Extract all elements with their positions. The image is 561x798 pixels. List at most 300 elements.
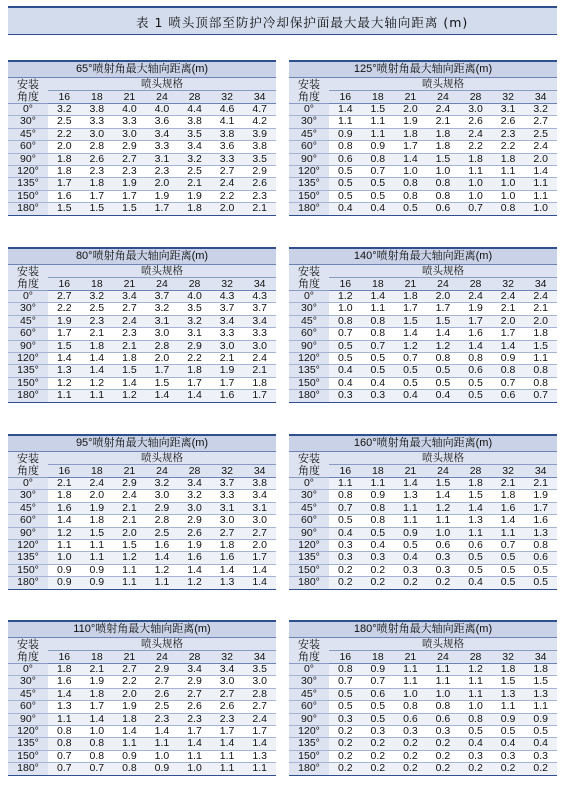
table-row bbox=[289, 502, 557, 514]
value-cell: 1.8 bbox=[48, 153, 81, 165]
size-header: 18 bbox=[362, 91, 395, 104]
value-cell: 0.2 bbox=[427, 763, 460, 775]
angle-cell: 60° bbox=[289, 515, 329, 527]
angle-cell: 150° bbox=[289, 750, 329, 762]
value-cell: 1.7 bbox=[178, 726, 211, 738]
table-row bbox=[8, 104, 276, 116]
value-cell: 1.3 bbox=[459, 515, 492, 527]
value-cell: 1.1 bbox=[459, 527, 492, 539]
value-cell: 2.3 bbox=[146, 713, 179, 725]
value-cell: 2.8 bbox=[243, 688, 276, 700]
table-row bbox=[8, 203, 276, 215]
value-cell: 0.5 bbox=[329, 190, 362, 202]
value-cell: 2.1 bbox=[113, 340, 146, 352]
value-cell: 0.2 bbox=[329, 738, 362, 750]
table-row bbox=[8, 377, 276, 389]
value-cell: 1.4 bbox=[394, 328, 427, 340]
size-header: 24 bbox=[427, 651, 460, 664]
value-cell: 0.3 bbox=[394, 726, 427, 738]
value-cell: 0.9 bbox=[524, 713, 557, 725]
value-cell: 0.8 bbox=[427, 190, 460, 202]
table-row bbox=[8, 750, 276, 762]
angle-cell: 135° bbox=[8, 552, 48, 564]
value-cell: 0.5 bbox=[394, 203, 427, 215]
value-cell: 3.2 bbox=[146, 478, 179, 490]
value-cell: 0.5 bbox=[427, 365, 460, 377]
size-header: 18 bbox=[81, 651, 114, 664]
table-row bbox=[8, 564, 276, 576]
value-cell: 1.0 bbox=[48, 552, 81, 564]
value-cell: 1.7 bbox=[146, 203, 179, 215]
value-cell: 0.5 bbox=[524, 726, 557, 738]
value-cell: 0.5 bbox=[362, 190, 395, 202]
value-cell: 0.8 bbox=[329, 315, 362, 327]
value-cell: 0.8 bbox=[362, 315, 395, 327]
value-cell: 0.9 bbox=[329, 128, 362, 140]
value-cell: 2.1 bbox=[524, 303, 557, 315]
value-cell: 0.4 bbox=[329, 527, 362, 539]
value-cell: 1.5 bbox=[427, 153, 460, 165]
value-cell: 1.6 bbox=[178, 552, 211, 564]
value-cell: 1.5 bbox=[48, 340, 81, 352]
distance-table bbox=[289, 247, 557, 403]
value-cell: 2.6 bbox=[243, 178, 276, 190]
value-cell: 0.6 bbox=[524, 552, 557, 564]
angle-cell: 135° bbox=[289, 738, 329, 750]
value-cell: 0.5 bbox=[329, 166, 362, 178]
value-cell: 1.7 bbox=[146, 365, 179, 377]
table-row bbox=[8, 664, 276, 676]
value-cell: 1.2 bbox=[459, 664, 492, 676]
value-cell: 3.1 bbox=[146, 315, 179, 327]
value-cell: 1.3 bbox=[211, 577, 244, 589]
table-caption: 160°喷射角最大轴向距离(m) bbox=[289, 435, 557, 452]
table-row bbox=[8, 190, 276, 202]
value-cell: 2.0 bbox=[524, 315, 557, 327]
size-header: 28 bbox=[459, 465, 492, 478]
table-row bbox=[8, 577, 276, 589]
value-cell: 3.3 bbox=[81, 116, 114, 128]
value-cell: 1.6 bbox=[459, 328, 492, 340]
size-header: 34 bbox=[243, 651, 276, 664]
value-cell: 1.4 bbox=[243, 577, 276, 589]
spec-header: 喷头规格 bbox=[48, 638, 276, 651]
value-cell: 0.4 bbox=[362, 377, 395, 389]
angle-cell: 90° bbox=[289, 340, 329, 352]
value-cell: 1.2 bbox=[48, 377, 81, 389]
value-cell: 2.6 bbox=[178, 701, 211, 713]
spec-header: 喷头规格 bbox=[48, 265, 276, 278]
value-cell: 3.4 bbox=[146, 128, 179, 140]
value-cell: 1.9 bbox=[459, 303, 492, 315]
angle-cell: 0° bbox=[289, 291, 329, 303]
spec-header: 喷头规格 bbox=[329, 638, 557, 651]
value-cell: 3.2 bbox=[178, 490, 211, 502]
value-cell: 0.7 bbox=[48, 763, 81, 775]
table-row bbox=[8, 365, 276, 377]
angle-cell: 180° bbox=[289, 390, 329, 402]
value-cell: 2.6 bbox=[211, 701, 244, 713]
size-header: 18 bbox=[362, 465, 395, 478]
value-cell: 1.8 bbox=[427, 128, 460, 140]
value-cell: 3.3 bbox=[211, 490, 244, 502]
table-row bbox=[289, 713, 557, 725]
table-row bbox=[8, 291, 276, 303]
table-row bbox=[289, 104, 557, 116]
value-cell: 3.1 bbox=[492, 104, 525, 116]
value-cell: 0.5 bbox=[329, 340, 362, 352]
value-cell: 1.4 bbox=[48, 353, 81, 365]
value-cell: 1.7 bbox=[211, 377, 244, 389]
value-cell: 1.7 bbox=[113, 190, 146, 202]
value-cell: 3.1 bbox=[146, 153, 179, 165]
value-cell: 3.7 bbox=[211, 303, 244, 315]
table-row bbox=[289, 353, 557, 365]
size-header: 24 bbox=[146, 278, 179, 291]
value-cell: 1.4 bbox=[243, 564, 276, 576]
angle-cell: 30° bbox=[8, 676, 48, 688]
value-cell: 2.7 bbox=[113, 664, 146, 676]
value-cell: 1.3 bbox=[243, 750, 276, 762]
value-cell: 1.1 bbox=[362, 303, 395, 315]
size-header: 28 bbox=[178, 278, 211, 291]
value-cell: 2.7 bbox=[211, 166, 244, 178]
value-cell: 2.1 bbox=[178, 178, 211, 190]
table-caption: 65°喷射角最大轴向距离(m) bbox=[8, 61, 276, 78]
value-cell: 1.5 bbox=[146, 377, 179, 389]
value-cell: 2.3 bbox=[243, 190, 276, 202]
table-row bbox=[8, 141, 276, 153]
value-cell: 0.5 bbox=[524, 577, 557, 589]
angle-cell: 30° bbox=[289, 303, 329, 315]
table-row bbox=[8, 390, 276, 402]
value-cell: 0.2 bbox=[362, 738, 395, 750]
angle-cell: 90° bbox=[289, 713, 329, 725]
value-cell: 1.2 bbox=[146, 564, 179, 576]
table-row bbox=[289, 303, 557, 315]
value-cell: 1.2 bbox=[394, 340, 427, 352]
value-cell: 1.1 bbox=[329, 478, 362, 490]
value-cell: 3.8 bbox=[211, 128, 244, 140]
value-cell: 0.5 bbox=[362, 713, 395, 725]
value-cell: 2.9 bbox=[243, 166, 276, 178]
value-cell: 2.9 bbox=[178, 340, 211, 352]
value-cell: 1.5 bbox=[48, 203, 81, 215]
value-cell: 2.3 bbox=[113, 328, 146, 340]
value-cell: 0.6 bbox=[427, 713, 460, 725]
value-cell: 4.6 bbox=[211, 104, 244, 116]
value-cell: 2.7 bbox=[211, 527, 244, 539]
table-caption: 80°喷射角最大轴向距离(m) bbox=[8, 248, 276, 265]
table-row bbox=[8, 515, 276, 527]
value-cell: 0.8 bbox=[394, 178, 427, 190]
value-cell: 0.7 bbox=[492, 540, 525, 552]
angle-cell: 30° bbox=[8, 303, 48, 315]
size-header: 28 bbox=[459, 651, 492, 664]
value-cell: 0.5 bbox=[362, 701, 395, 713]
angle-header: 安装 角度 bbox=[289, 452, 329, 478]
value-cell: 0.2 bbox=[427, 738, 460, 750]
value-cell: 1.4 bbox=[178, 738, 211, 750]
value-cell: 0.2 bbox=[524, 763, 557, 775]
value-cell: 0.4 bbox=[394, 390, 427, 402]
distance-table bbox=[8, 434, 276, 590]
value-cell: 1.7 bbox=[524, 502, 557, 514]
value-cell: 0.5 bbox=[329, 178, 362, 190]
size-header: 24 bbox=[427, 91, 460, 104]
value-cell: 1.7 bbox=[243, 390, 276, 402]
value-cell: 0.7 bbox=[362, 340, 395, 352]
value-cell: 2.3 bbox=[81, 315, 114, 327]
value-cell: 3.0 bbox=[211, 676, 244, 688]
value-cell: 0.9 bbox=[362, 664, 395, 676]
size-header: 32 bbox=[211, 465, 244, 478]
value-cell: 1.4 bbox=[81, 353, 114, 365]
size-header: 24 bbox=[427, 278, 460, 291]
size-header: 24 bbox=[146, 651, 179, 664]
value-cell: 1.8 bbox=[81, 688, 114, 700]
size-header: 21 bbox=[113, 651, 146, 664]
table-row bbox=[289, 564, 557, 576]
value-cell: 4.3 bbox=[211, 291, 244, 303]
table-row bbox=[289, 540, 557, 552]
table-row bbox=[8, 527, 276, 539]
value-cell: 1.3 bbox=[394, 490, 427, 502]
value-cell: 0.8 bbox=[113, 763, 146, 775]
value-cell: 0.7 bbox=[48, 750, 81, 762]
value-cell: 0.4 bbox=[427, 390, 460, 402]
value-cell: 0.3 bbox=[362, 726, 395, 738]
value-cell: 3.6 bbox=[211, 141, 244, 153]
distance-table bbox=[8, 620, 276, 776]
value-cell: 1.0 bbox=[492, 178, 525, 190]
value-cell: 0.9 bbox=[113, 750, 146, 762]
value-cell: 0.8 bbox=[459, 713, 492, 725]
value-cell: 4.0 bbox=[178, 291, 211, 303]
value-cell: 0.6 bbox=[362, 688, 395, 700]
value-cell: 1.4 bbox=[211, 738, 244, 750]
value-cell: 0.9 bbox=[48, 564, 81, 576]
size-header: 21 bbox=[113, 278, 146, 291]
table-row bbox=[289, 328, 557, 340]
value-cell: 1.4 bbox=[146, 552, 179, 564]
table-row bbox=[289, 190, 557, 202]
value-cell: 1.0 bbox=[329, 303, 362, 315]
value-cell: 0.5 bbox=[329, 515, 362, 527]
value-cell: 1.7 bbox=[492, 328, 525, 340]
value-cell: 2.1 bbox=[113, 502, 146, 514]
angle-cell: 180° bbox=[8, 763, 48, 775]
size-header: 28 bbox=[178, 91, 211, 104]
size-header: 16 bbox=[329, 651, 362, 664]
value-cell: 1.7 bbox=[81, 190, 114, 202]
value-cell: 3.7 bbox=[146, 291, 179, 303]
angle-cell: 90° bbox=[8, 153, 48, 165]
value-cell: 0.2 bbox=[362, 577, 395, 589]
value-cell: 2.2 bbox=[48, 303, 81, 315]
value-cell: 1.1 bbox=[48, 713, 81, 725]
value-cell: 3.7 bbox=[243, 303, 276, 315]
table-row bbox=[8, 540, 276, 552]
value-cell: 0.2 bbox=[362, 564, 395, 576]
value-cell: 2.0 bbox=[427, 291, 460, 303]
value-cell: 1.0 bbox=[459, 190, 492, 202]
angle-cell: 0° bbox=[289, 104, 329, 116]
value-cell: 0.7 bbox=[524, 390, 557, 402]
value-cell: 3.0 bbox=[243, 676, 276, 688]
value-cell: 2.9 bbox=[146, 664, 179, 676]
value-cell: 2.9 bbox=[146, 502, 179, 514]
value-cell: 0.5 bbox=[362, 365, 395, 377]
value-cell: 1.2 bbox=[113, 552, 146, 564]
value-cell: 1.8 bbox=[81, 178, 114, 190]
value-cell: 2.0 bbox=[81, 490, 114, 502]
angle-cell: 30° bbox=[8, 490, 48, 502]
angle-cell: 45° bbox=[289, 502, 329, 514]
value-cell: 0.5 bbox=[524, 564, 557, 576]
size-header: 24 bbox=[146, 465, 179, 478]
angle-cell: 45° bbox=[8, 502, 48, 514]
angle-header: 安装 角度 bbox=[289, 265, 329, 291]
value-cell: 0.8 bbox=[427, 178, 460, 190]
table-row bbox=[8, 353, 276, 365]
table-caption: 140°喷射角最大轴向距离(m) bbox=[289, 248, 557, 265]
value-cell: 1.8 bbox=[492, 153, 525, 165]
value-cell: 0.4 bbox=[362, 203, 395, 215]
value-cell: 3.5 bbox=[178, 128, 211, 140]
value-cell: 1.8 bbox=[113, 353, 146, 365]
value-cell: 1.4 bbox=[113, 377, 146, 389]
value-cell: 4.1 bbox=[211, 116, 244, 128]
angle-cell: 45° bbox=[8, 128, 48, 140]
value-cell: 1.5 bbox=[492, 676, 525, 688]
value-cell: 3.8 bbox=[81, 104, 114, 116]
value-cell: 3.2 bbox=[81, 291, 114, 303]
value-cell: 0.8 bbox=[524, 540, 557, 552]
table-row bbox=[8, 303, 276, 315]
table-caption: 110°喷射角最大轴向距离(m) bbox=[8, 621, 276, 638]
value-cell: 0.6 bbox=[427, 203, 460, 215]
value-cell: 2.4 bbox=[243, 713, 276, 725]
size-header: 24 bbox=[146, 91, 179, 104]
angle-cell: 45° bbox=[289, 688, 329, 700]
table-row bbox=[8, 701, 276, 713]
table-row bbox=[289, 515, 557, 527]
value-cell: 1.1 bbox=[211, 763, 244, 775]
angle-cell: 120° bbox=[8, 726, 48, 738]
value-cell: 1.1 bbox=[113, 577, 146, 589]
value-cell: 0.5 bbox=[329, 701, 362, 713]
table-row bbox=[289, 750, 557, 762]
value-cell: 1.1 bbox=[459, 166, 492, 178]
size-header: 28 bbox=[459, 91, 492, 104]
value-cell: 2.1 bbox=[211, 353, 244, 365]
value-cell: 1.2 bbox=[427, 340, 460, 352]
table-row bbox=[289, 116, 557, 128]
size-header: 34 bbox=[524, 278, 557, 291]
size-header: 18 bbox=[81, 465, 114, 478]
value-cell: 1.5 bbox=[524, 676, 557, 688]
value-cell: 1.5 bbox=[427, 315, 460, 327]
value-cell: 1.5 bbox=[362, 104, 395, 116]
value-cell: 1.1 bbox=[81, 552, 114, 564]
value-cell: 1.7 bbox=[48, 178, 81, 190]
value-cell: 1.1 bbox=[492, 527, 525, 539]
angle-cell: 90° bbox=[289, 153, 329, 165]
value-cell: 0.3 bbox=[329, 540, 362, 552]
table-row bbox=[289, 390, 557, 402]
value-cell: 1.4 bbox=[459, 502, 492, 514]
value-cell: 0.5 bbox=[459, 377, 492, 389]
value-cell: 0.2 bbox=[394, 763, 427, 775]
value-cell: 1.4 bbox=[427, 328, 460, 340]
value-cell: 1.5 bbox=[113, 203, 146, 215]
value-cell: 2.9 bbox=[113, 478, 146, 490]
value-cell: 0.5 bbox=[329, 353, 362, 365]
value-cell: 4.4 bbox=[178, 104, 211, 116]
value-cell: 0.9 bbox=[81, 564, 114, 576]
size-header: 21 bbox=[113, 465, 146, 478]
value-cell: 3.7 bbox=[211, 478, 244, 490]
value-cell: 1.1 bbox=[362, 478, 395, 490]
table-row bbox=[289, 377, 557, 389]
angle-cell: 60° bbox=[289, 141, 329, 153]
table-row bbox=[289, 166, 557, 178]
angle-cell: 180° bbox=[8, 390, 48, 402]
table-row bbox=[289, 365, 557, 377]
size-header: 32 bbox=[492, 278, 525, 291]
value-cell: 0.8 bbox=[459, 353, 492, 365]
value-cell: 0.5 bbox=[394, 365, 427, 377]
value-cell: 0.6 bbox=[427, 540, 460, 552]
value-cell: 1.8 bbox=[81, 340, 114, 352]
value-cell: 2.0 bbox=[48, 141, 81, 153]
value-cell: 0.8 bbox=[427, 701, 460, 713]
value-cell: 1.6 bbox=[146, 540, 179, 552]
value-cell: 0.8 bbox=[329, 664, 362, 676]
size-header: 21 bbox=[113, 91, 146, 104]
value-cell: 0.5 bbox=[459, 552, 492, 564]
value-cell: 3.0 bbox=[243, 340, 276, 352]
value-cell: 2.0 bbox=[243, 540, 276, 552]
value-cell: 1.1 bbox=[394, 664, 427, 676]
size-header: 28 bbox=[178, 465, 211, 478]
value-cell: 1.3 bbox=[492, 688, 525, 700]
value-cell: 2.7 bbox=[243, 701, 276, 713]
angle-cell: 60° bbox=[289, 328, 329, 340]
table-row bbox=[8, 713, 276, 725]
angle-cell: 135° bbox=[8, 365, 48, 377]
angle-header: 安装 角度 bbox=[8, 452, 48, 478]
value-cell: 1.1 bbox=[459, 688, 492, 700]
value-cell: 1.9 bbox=[113, 178, 146, 190]
value-cell: 1.1 bbox=[178, 750, 211, 762]
value-cell: 1.2 bbox=[48, 527, 81, 539]
value-cell: 1.7 bbox=[459, 315, 492, 327]
value-cell: 0.7 bbox=[362, 166, 395, 178]
angle-cell: 135° bbox=[8, 738, 48, 750]
value-cell: 1.8 bbox=[492, 490, 525, 502]
value-cell: 2.5 bbox=[146, 527, 179, 539]
value-cell: 1.1 bbox=[362, 116, 395, 128]
value-cell: 1.6 bbox=[211, 390, 244, 402]
value-cell: 0.2 bbox=[394, 750, 427, 762]
value-cell: 1.1 bbox=[113, 738, 146, 750]
value-cell: 3.4 bbox=[113, 291, 146, 303]
value-cell: 1.1 bbox=[81, 540, 114, 552]
size-header: 21 bbox=[394, 465, 427, 478]
value-cell: 2.6 bbox=[492, 116, 525, 128]
